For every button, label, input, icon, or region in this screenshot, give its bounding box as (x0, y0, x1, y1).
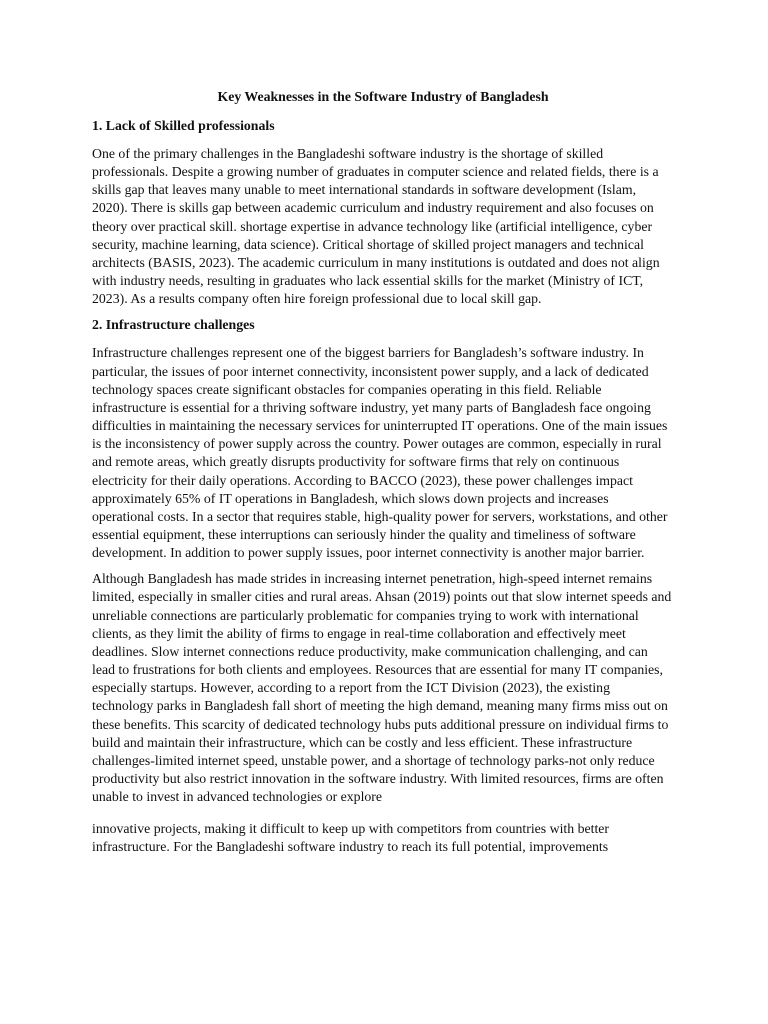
document-title: Key Weaknesses in the Software Industry of Bangladesh (217, 89, 549, 104)
document-page (92, 88, 674, 865)
paragraph-infrastructure-power: Infrastructure challenges represent one of the biggest barriers for Bangladesh’s software industry. In particular, the issues of poor internet connectivity, inconsistent power supply, and a lack of dedicated technology spaces create significant obstacles for companies operating in this field. Reliable infrastructure is essential for a thriving software industry, yet many parts of Bangladesh face ongoing difficulties in maintaining the necessary services for uninterrupted IT operations. One of the main issues is the inconsistency of power supply across the country. Power outages are common, especially in rural and remote areas, which greatly disrupts productivity for software firms that rely on continuous electricity for their daily operations. According to BACCO (2023), these power challenges impact approximately 65% of IT operations in Bangladesh, which slows down projects and increases operational costs. In a sector that requires stable, high-quality power for servers, workstations, and other essential equipment, these interruptions can seriously hinder the quality and timeliness of software development. In addition to power supply issues, poor internet connectivity is another major barrier. (92, 345, 668, 561)
paragraph-skilled-professionals: One of the primary challenges in the Bangladeshi software industry is the shortage of skilled professionals. Despite a growing number of graduates in computer science and related fields, there is a skills gap that leaves many unable to meet international standards in software development (Islam, 2020). There is skills gap between academic curriculum and industry requirement and also focuses on theory over practical skill. shortage expertise in advance technology like (artificial intelligence, cyber security, machine learning, data science). Critical shortage of skilled project managers and technical architects (BASIS, 2023). The academic curriculum in many institutions is outdated and does not align with industry needs, resulting in graduates who lack essential skills for the market (Ministry of ICT, 2023). As a results company often hire foreign professional due to local skill gap. (92, 146, 660, 307)
paragraph-infrastructure-continued: innovative projects, making it difficult to keep up with competitors from countries with better infrastructure. For the Bangladeshi software industry to reach its full potential, improvements (92, 821, 610, 855)
section-heading-infrastructure: 2. Infrastructure challenges (92, 317, 255, 333)
section-heading-skilled-professionals: 1. Lack of Skilled professionals (92, 118, 275, 133)
paragraph-infrastructure-internet: Although Bangladesh has made strides in increasing internet penetration, high-speed internet remains limited, especially in smaller cities and rural areas. Ahsan (2019) points out that slow internet speeds and unreliable connections are particularly problematic for companies trying to work with international clients, as they limit the ability of firms to engage in real-time collaboration and effectively meet deadlines. Slow internet connections reduce productivity, make communication challenging, and can lead to frustrations for both clients and employees. Resources that are essential for many IT companies, especially startups. However, according to a report from the ICT Division (2023), the existing technology parks in Bangladesh fall short of meeting the high demand, meaning many firms miss out on these benefits. This scarcity of dedicated technology hubs puts additional pressure on individual firms to build and maintain their infrastructure, which can be costly and less efficient. These infrastructure challenges-limited internet speed, unstable power, and a shortage of technology parks-not only reduce productivity but also restrict innovation in the software industry. With limited resources, firms are often unable to invest in advanced technologies or explore (92, 571, 672, 805)
